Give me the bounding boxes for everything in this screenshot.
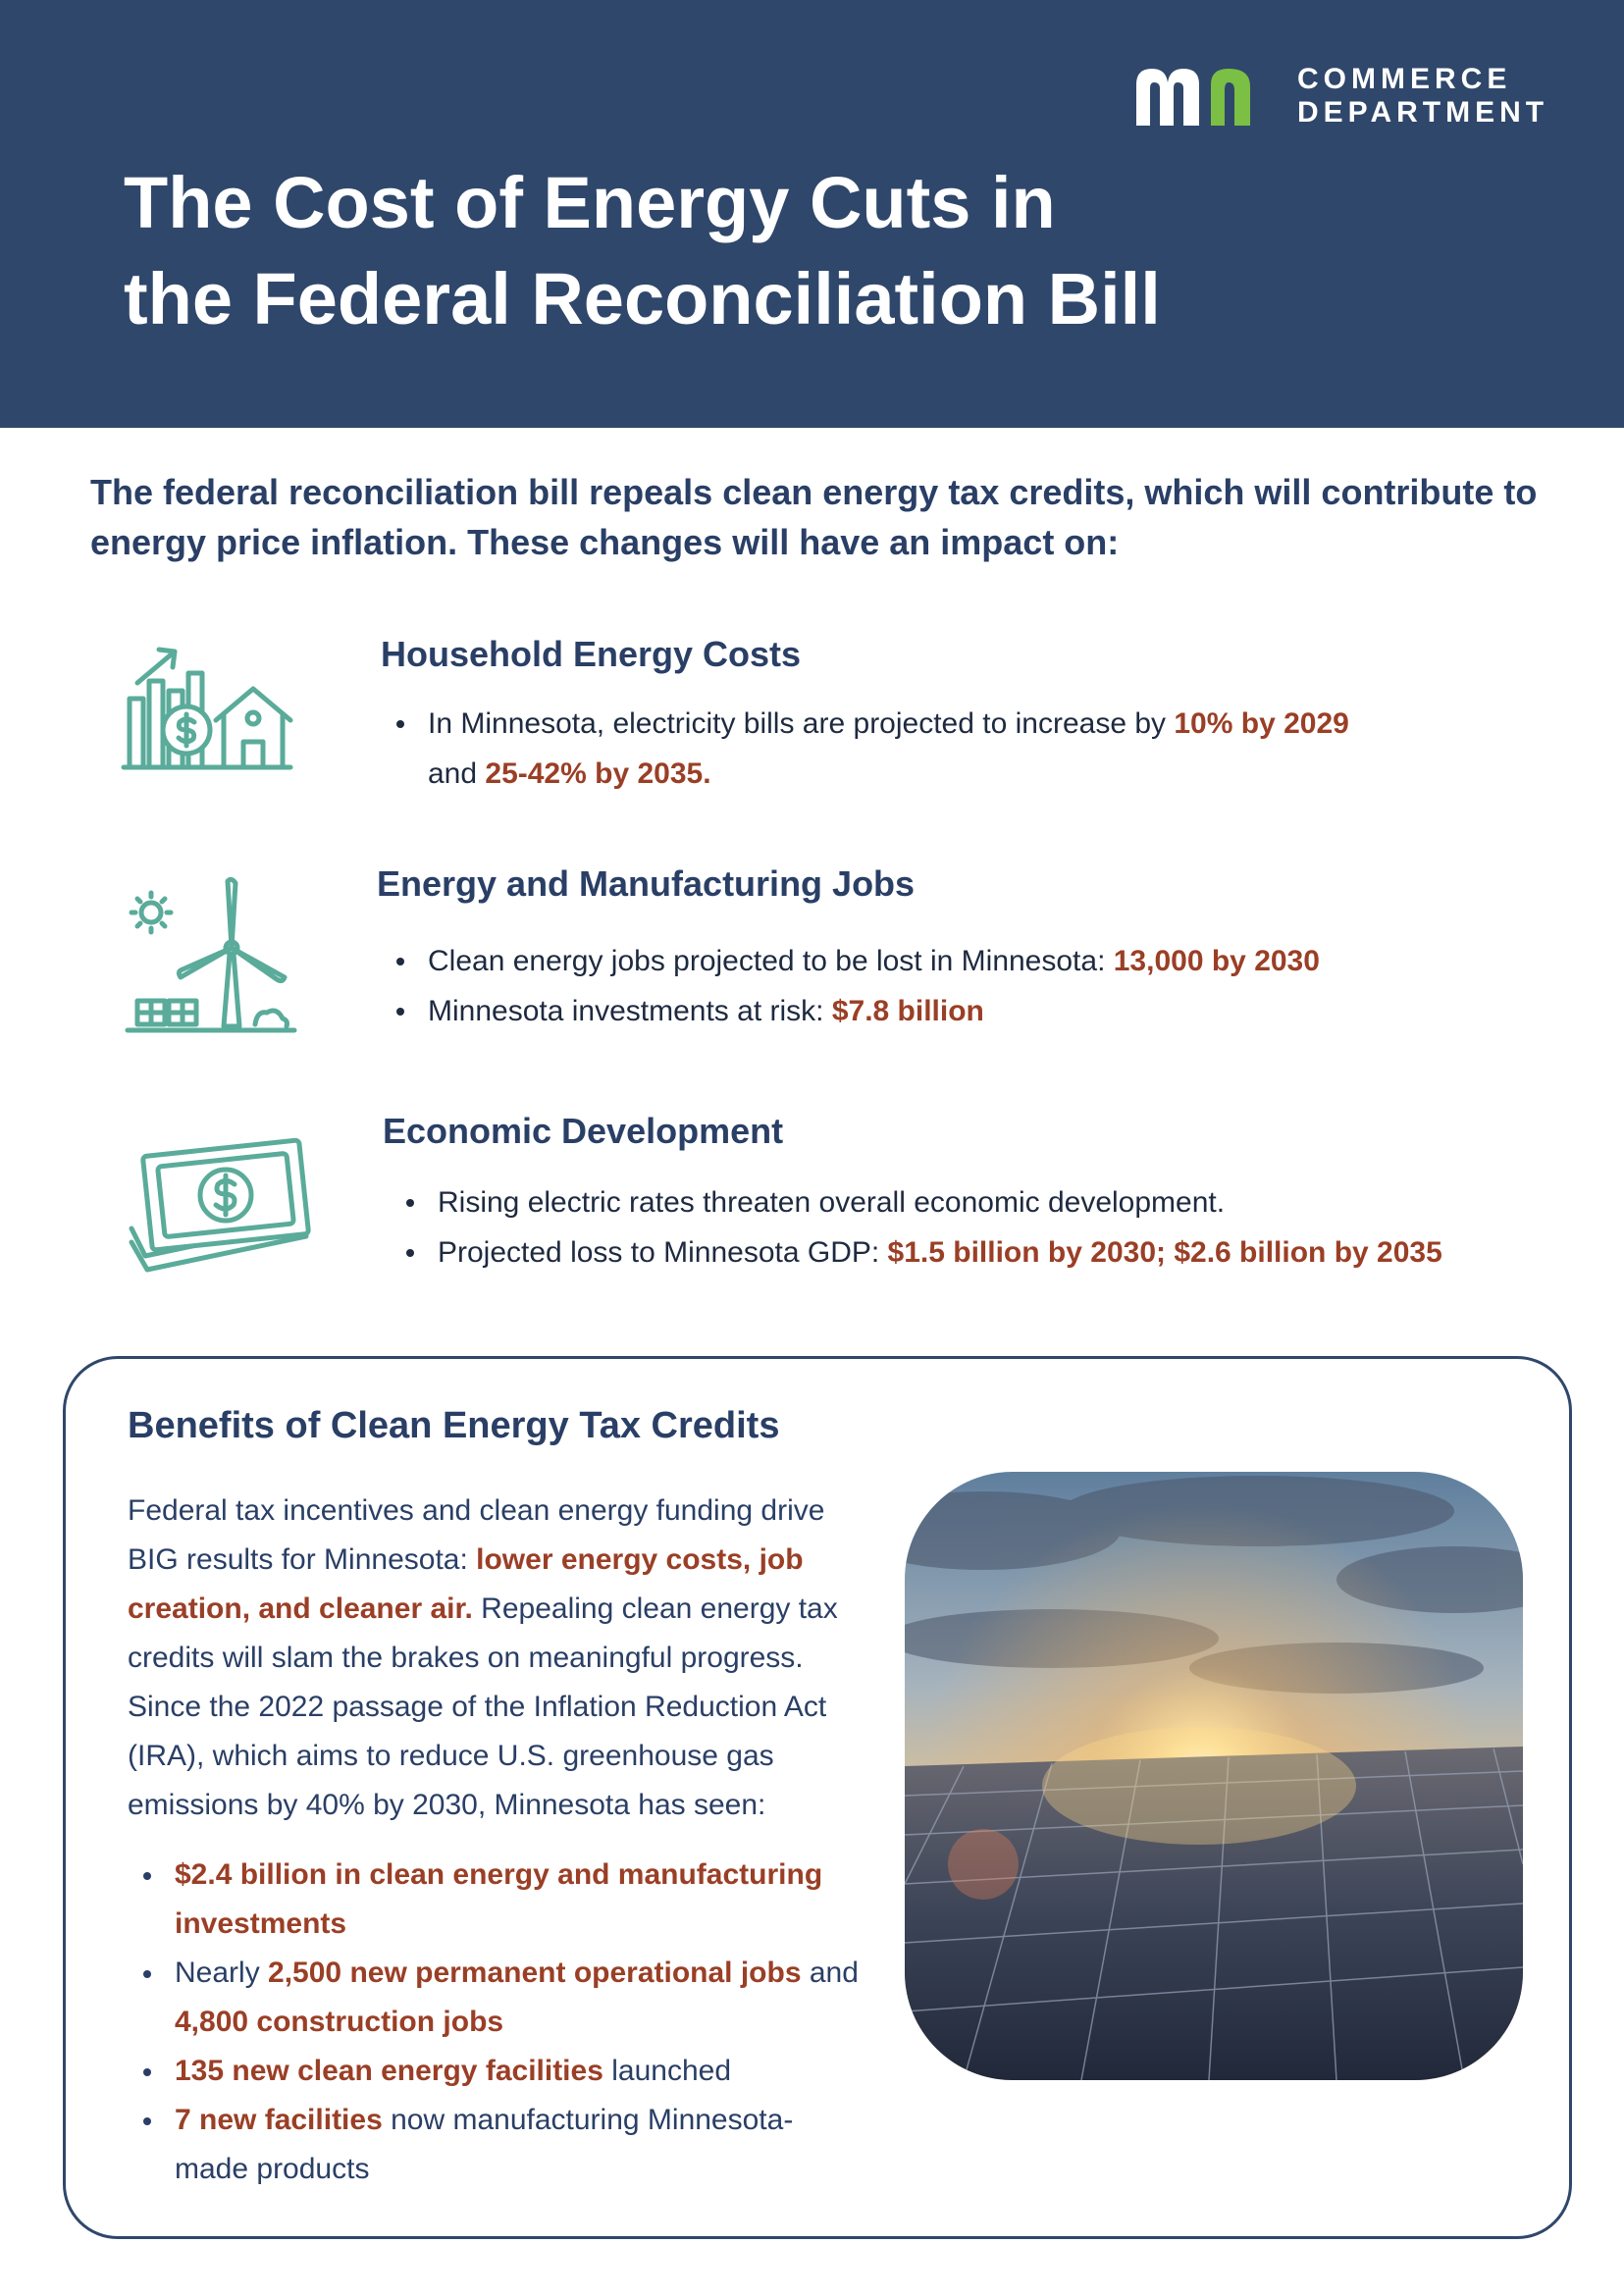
header-banner	[0, 0, 1624, 428]
solar-panel-image	[905, 1472, 1523, 2080]
bullet-highlight: 25-42% by 2035.	[485, 757, 711, 790]
economic-bullet-2	[402, 1227, 1541, 1278]
bullet-text: Projected loss to Minnesota GDP:	[438, 1236, 888, 1269]
bullet-highlight: 10% by 2029	[1174, 707, 1349, 740]
intro-text: The federal reconciliation bill repeals clean energy tax credits, which will contribute to energy price inflation. These changes will have an impact on:	[90, 472, 1538, 562]
mn-logo-icon	[1130, 61, 1287, 131]
bullet-text: Minnesota investments at risk:	[428, 995, 832, 1027]
bullet-text: Clean energy jobs projected to be lost in Minnesota:	[428, 945, 1114, 977]
section-heading-jobs: Energy and Manufacturing Jobs	[377, 863, 916, 904]
benefit-item-3	[139, 2047, 865, 2096]
title-line2: the Federal Reconciliation Bill	[124, 258, 1161, 339]
benefit-highlight: 7 new facilities	[175, 2104, 383, 2136]
bullet-text: In Minnesota, electricity bills are projected to increase by	[428, 707, 1175, 740]
benefits-heading: Benefits of Clean Energy Tax Credits	[128, 1405, 780, 1446]
section-heading-household: Household Energy Costs	[381, 634, 802, 674]
benefit-highlight: 2,500 new permanent operational jobs	[268, 1957, 802, 1989]
economic-bullets	[402, 1177, 1541, 1278]
benefit-text: launched	[602, 2055, 731, 2087]
money-bills-icon	[126, 1138, 312, 1276]
logo-text	[1297, 63, 1548, 130]
bullet-highlight: $1.5 billion by 2030; $2.6 billion by 2035	[887, 1236, 1442, 1269]
solar-panels-sunset-photo	[905, 1472, 1523, 2080]
benefit-highlight: $2.4 billion in clean energy and manufacturing investments	[175, 1858, 823, 1940]
para-text: Federal tax incentives and clean energy funding drive BIG results for Minnesota:	[128, 1494, 825, 1576]
benefit-highlight: 135 new clean energy facilities	[175, 2055, 603, 2087]
economic-bullet-1	[402, 1177, 1541, 1227]
bullet-text: Rising electric rates threaten overall economic development.	[438, 1186, 1226, 1219]
jobs-bullet-2	[393, 986, 1472, 1036]
para-text: Repealing clean energy tax credits will slam the brakes on meaningful progress. Since the 2022 passage of the Inflation Reduction Act (IRA), which aims to reduce U.S. greenhouse gas emissions by 40% by 2030, Minnesota has seen:	[128, 1592, 838, 1821]
household-bullets	[393, 699, 1472, 799]
household-bullet-1	[393, 699, 1472, 799]
logo-line2: DEPARTMENT	[1297, 96, 1549, 129]
benefit-item-4	[139, 2096, 865, 2194]
commerce-department-logo[interactable]	[1130, 61, 1562, 131]
benefits-list	[139, 1851, 865, 2194]
benefits-paragraph	[128, 1487, 854, 1830]
benefit-text: Nearly	[175, 1957, 269, 1989]
benefit-text: now manufacturing Minnesota-made products	[175, 2104, 794, 2185]
bullet-text: and	[428, 757, 486, 790]
benefit-item-1	[139, 1851, 865, 1949]
jobs-bullets	[393, 936, 1472, 1036]
logo-line1: COMMERCE	[1297, 63, 1512, 95]
section-heading-economic: Economic Development	[383, 1111, 784, 1151]
house-dollar-icon	[116, 644, 298, 775]
page-title	[124, 155, 1399, 347]
benefit-text: and	[801, 1957, 859, 1989]
bullet-highlight: 13,000 by 2030	[1113, 945, 1320, 977]
benefit-item-2	[139, 1949, 865, 2047]
title-line1: The Cost of Energy Cuts in	[124, 162, 1056, 243]
wind-turbine-solar-icon	[124, 875, 298, 1036]
benefit-highlight: 4,800 construction jobs	[175, 2006, 504, 2038]
para-highlight: lower energy costs, job creation, and cleaner air.	[128, 1543, 804, 1625]
jobs-bullet-1	[393, 936, 1472, 986]
bullet-highlight: $7.8 billion	[831, 995, 984, 1027]
